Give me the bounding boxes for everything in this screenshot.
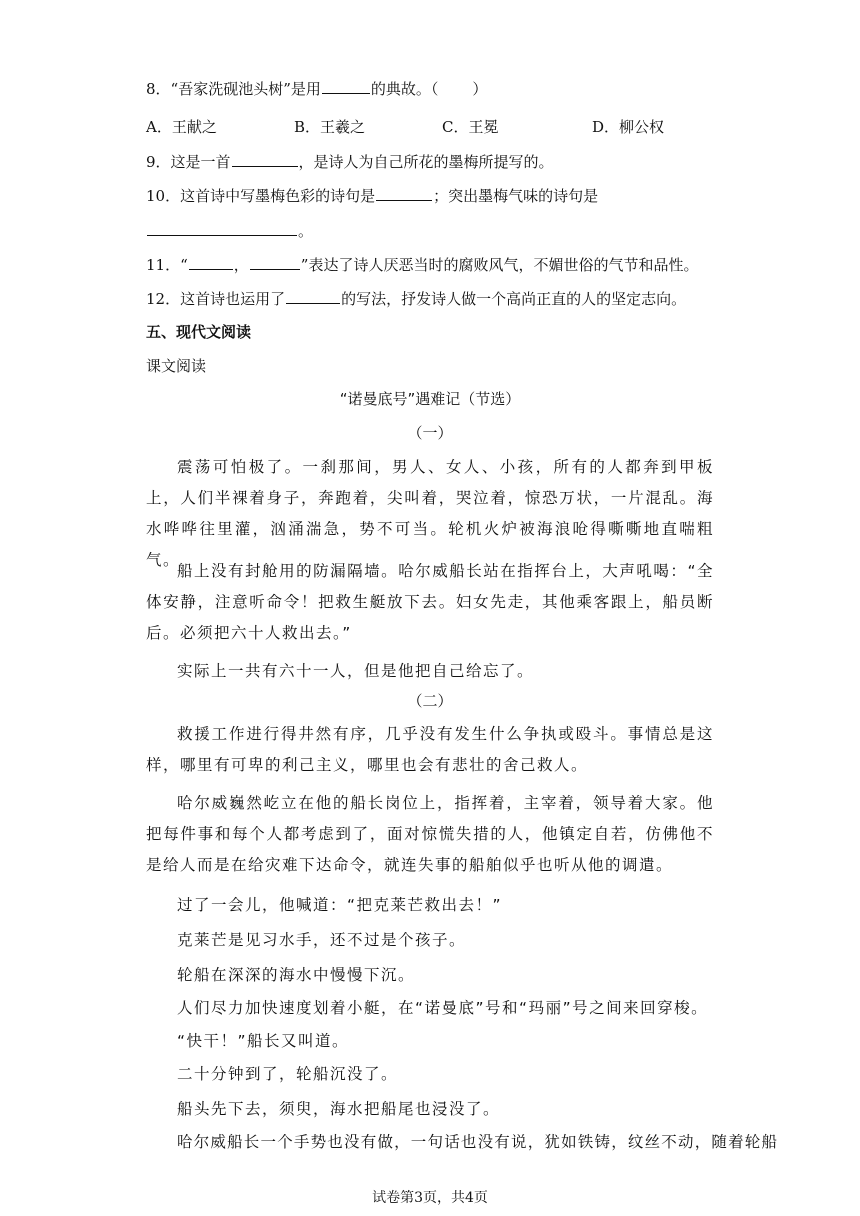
- answer-blank[interactable]: [322, 79, 370, 94]
- question-9: 9．这是一首 ，是诗人为自己所花的墨梅所提写的。: [146, 153, 554, 171]
- paragraph-5: 哈尔威巍然屹立在他的船长岗位上，指挥着，主宰着，领导着大家。他把每件事和每个人都考虑到了，面对惊慌失措的人，他镇定自若，仿佛他不是给人而是在给灾难下达命令，就连失事的船舶似乎也听从他的调遣。: [146, 794, 714, 874]
- option-c[interactable]: C．王冕: [442, 118, 499, 136]
- answer-blank[interactable]: [250, 255, 300, 270]
- section-heading: 五、现代文阅读: [146, 323, 252, 341]
- article-title: “诺曼底号”遇难记（节选）: [339, 390, 521, 408]
- paragraph-11: 二十分钟到了，轮船沉没了。: [177, 1065, 399, 1083]
- paragraph-8: 轮船在深深的海水中慢慢下沉。: [177, 966, 416, 984]
- option-d[interactable]: D．柳公权: [592, 118, 665, 136]
- part-one-heading: （一）: [407, 424, 453, 442]
- answer-blank[interactable]: [189, 255, 233, 270]
- paragraph-12: 船头先下去，须臾，海水把船尾也浸没了。: [177, 1100, 501, 1118]
- paragraph-10: “快干！”船长又叫道。: [177, 1032, 350, 1050]
- question-8: 8．“吾家洗砚池头树”是用 的典故。（ ）: [146, 80, 488, 98]
- part-two-heading: （二）: [407, 692, 453, 710]
- paragraph-6: 过了一会儿，他喊道：“把克莱芒救出去！”: [177, 896, 503, 914]
- question-10-line-2: 。: [146, 220, 313, 242]
- section-label: 课文阅读: [146, 357, 207, 375]
- paragraph-3: 实际上一共有六十一人，但是他把自己给忘了。: [177, 662, 535, 680]
- answer-blank[interactable]: [286, 289, 340, 304]
- paragraph-4: 救援工作进行得井然有序，几乎没有发生什么争执或殴斗。事情总是这样，哪里有可卑的利己主义，哪里也会有悲壮的舍己救人。: [146, 725, 714, 774]
- answer-blank[interactable]: [376, 186, 432, 201]
- answer-blank[interactable]: [232, 152, 298, 167]
- option-a[interactable]: A．王献之: [146, 118, 217, 136]
- paragraph-13: 哈尔威船长一个手势也没有做，一句话也没有说，犹如铁铸，纹丝不动，随着轮船: [177, 1133, 779, 1151]
- question-11: 11．“ ， ”表达了诗人厌恶当时的腐败风气，不媚世俗的气节和品性。: [146, 256, 699, 274]
- paragraph-1: 震荡可怕极了。一刹那间，男人、女人、小孩，所有的人都奔到甲板上，人们半裸着身子，奔跑着，尖叫着，哭泣着，惊恐万状，一片混乱。海水哗哗往里灌，汹涌湍急，势不可当。轮机火炉被海浪呛得嘶嘶地直喘粗气。: [146, 458, 714, 569]
- page-footer: 试卷第3页，共4页: [372, 1190, 488, 1206]
- paragraph-7: 克莱芒是见习水手，还不过是个孩子。: [177, 931, 467, 949]
- answer-blank[interactable]: [147, 221, 297, 236]
- paragraph-9: 人们尽力加快速度划着小艇，在“诺曼底”号和“玛丽”号之间来回穿梭。: [177, 999, 709, 1017]
- option-b[interactable]: B．王羲之: [294, 118, 366, 136]
- question-12: 12．这首诗也运用了 的写法，抒发诗人做一个高尚正直的人的坚定志向。: [146, 290, 687, 308]
- question-10: 10．这首诗中写墨梅色彩的诗句是 ；突出墨梅气味的诗句是: [146, 187, 599, 205]
- paragraph-2: 船上没有封舱用的防漏隔墙。哈尔威船长站在指挥台上，大声吼喝：“全体安静，注意听命令！把救生艇放下去。妇女先走，其他乘客跟上，船员断后。必须把六十人救出去。”: [146, 562, 714, 642]
